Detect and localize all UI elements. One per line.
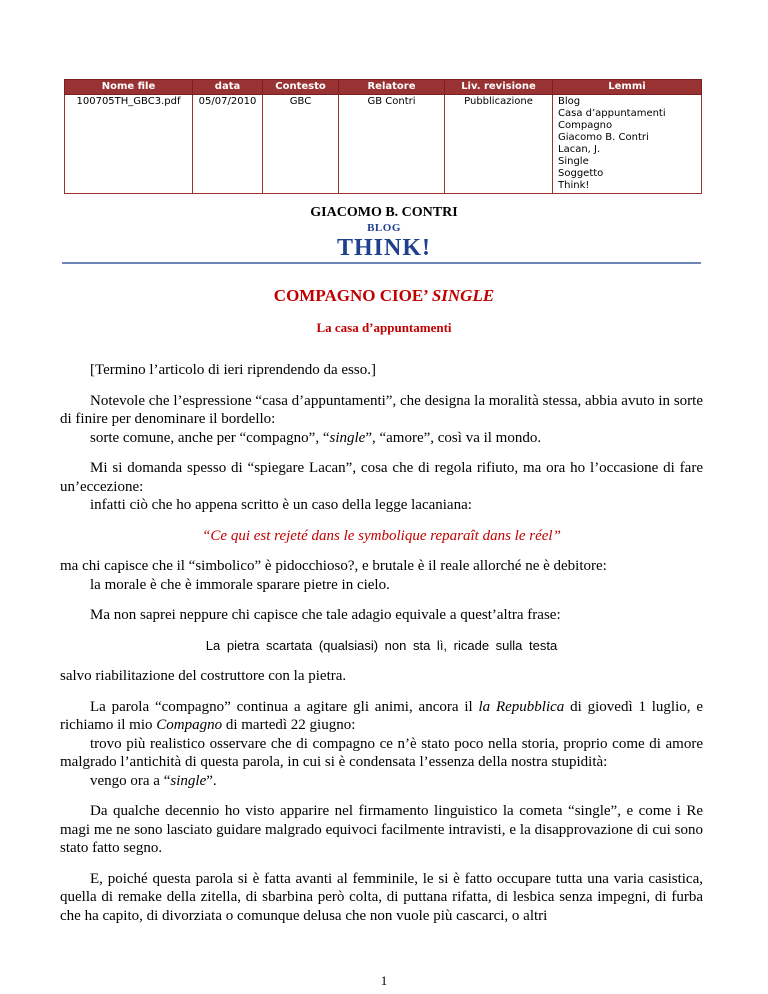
cell-date: 05/07/2010: [193, 95, 263, 194]
paragraph: [60, 698, 703, 791]
article-title: [0, 286, 768, 306]
italic-fragment: single: [170, 772, 207, 789]
page-number: 1: [380, 973, 388, 988]
text-fragment: ”, “amore”, così va il mondo.: [365, 429, 542, 446]
text-fragment: ”.: [206, 772, 217, 789]
text-fragment: di giovedì 1 luglio, e richiamo il mio: [60, 698, 703, 733]
lemma-item: Compagno: [558, 120, 613, 131]
italic-fragment: single: [329, 429, 366, 446]
author-name: GIACOMO B. CONTRI: [310, 205, 458, 220]
blog-label: BLOG: [367, 222, 401, 234]
text-fragment: sorte comune, anche per “compagno”, “: [90, 429, 330, 446]
lemma-item: Casa d’appuntamenti: [558, 108, 666, 119]
paragraph: Da qualche decennio ho visto apparire nel firmamento linguistico la cometa “single”, e come i Re magi me ne sono lasciato guidare malgrado equivoci facilmente intravisti, e la disapprovazione di cui sono stato fatto segno.: [60, 803, 703, 856]
header-speaker: Relatore: [339, 80, 445, 95]
paragraph: [60, 557, 703, 594]
lemma-item: Single: [558, 156, 589, 167]
lemma-item: Think!: [558, 180, 590, 191]
text-fragment: di martedì 22 giugno:: [222, 717, 356, 733]
header-lemmi: Lemmi: [553, 80, 702, 95]
header-revision: Liv. revisione: [445, 80, 553, 95]
lemma-item: Soggetto: [558, 168, 604, 179]
text-fragment: vengo ora a “: [90, 772, 171, 789]
header-context: Contesto: [263, 80, 339, 95]
paragraph-continuation: la morale è che è immorale sparare pietre in cielo.: [90, 576, 390, 593]
cell-speaker: GB Contri: [339, 95, 445, 194]
paragraph: salvo riabilitazione del costruttore con la pietra.: [60, 668, 347, 684]
article-title-main: COMPAGNO CIOE’: [273, 286, 432, 305]
quote-text: “Ce qui est rejeté dans le symbolique reparaît dans le réel”: [202, 527, 561, 544]
cell-context: GBC: [263, 95, 339, 194]
lemma-item: Giacomo B. Contri: [558, 132, 649, 143]
header-divider: [62, 262, 701, 264]
paragraph: [60, 459, 703, 515]
paragraph: E, poiché questa parola si è fatta avanti al femminile, le si è fatto occupare tutta una varia casistica, quella di remake della zitella, di sbarbina però colta, di puttana rifatta, di lesbica senza impegni, di furba che ha capito, di divorziata o comunque delusa che non vuole più cascarci, o altri: [60, 870, 703, 924]
paragraph-continuation: [60, 429, 703, 448]
article-body: [60, 361, 703, 937]
paragraph-text: Notevole che l’espressione “casa d’appuntamenti”, che designa la moralità stessa, abbia avuto in sorte di finire per denominare il bordello:: [60, 392, 703, 427]
header-file: Nome file: [65, 80, 193, 95]
metadata-header-row: [65, 80, 702, 95]
paragraph: [Termino l’articolo di ieri riprendendo da esso.]: [90, 362, 376, 378]
metadata-row: [65, 95, 702, 194]
italic-fragment: la Repubblica: [478, 698, 565, 715]
paragraph-continuation: [60, 772, 703, 791]
think-title: THINK!: [336, 235, 431, 261]
metadata-table: [64, 79, 702, 194]
stone-sentence: [60, 637, 703, 656]
paragraph-continuation: infatti ciò che ho appena scritto è un caso della legge lacaniana:: [90, 497, 472, 513]
paragraph: [60, 392, 703, 448]
lemma-item: Lacan, J.: [558, 144, 601, 155]
lacan-quote: [60, 527, 703, 546]
paragraph: Ma non saprei neppure chi capisce che tale adagio equivale a quest’altra frase:: [90, 607, 561, 623]
header-date: data: [193, 80, 263, 95]
cell-lemmi: [553, 95, 702, 194]
italic-fragment: Compagno: [156, 717, 223, 733]
text-fragment: La parola “compagno” continua a agitare gli animi, ancora il: [90, 698, 479, 715]
article-subtitle: La casa d’appuntamenti: [316, 320, 452, 335]
paragraph-text: ma chi capisce che il “simbolico” è pidocchioso?, e brutale è il reale allorché ne è debitore:: [60, 558, 607, 574]
article-title-italic: SINGLE: [431, 286, 495, 305]
cell-revision: Pubblicazione: [445, 95, 553, 194]
lemma-item: Blog: [558, 96, 581, 107]
cell-file: 100705TH_GBC3.pdf: [65, 95, 193, 194]
paragraph-continuation: trovo più realistico osservare che di compagno ce n’è stato poco nella storia, proprio come di amore malgrado l’antichità di questa parola, in cui si è condensata l’essenza della nostra stupidità:: [60, 735, 703, 770]
paragraph-text: Mi si domanda spesso di “spiegare Lacan”, cosa che di regola rifiuto, ma ora ho l’occasione di fare un’eccezione:: [60, 460, 703, 495]
sentence-text: La pietra scartata (qualsiasi) non sta lì, ricade sulla testa: [205, 637, 558, 653]
